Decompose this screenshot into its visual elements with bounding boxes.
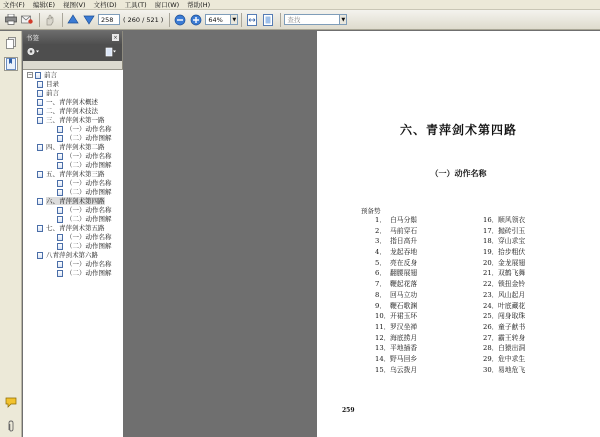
bookmark-label: 三、青萍剑术第一路 bbox=[46, 116, 105, 124]
movement-item bbox=[483, 247, 525, 258]
movement-number: 14． bbox=[375, 354, 391, 363]
bookmarks-panel-title: 书签 bbox=[26, 34, 39, 42]
bookmark-item[interactable] bbox=[23, 241, 123, 250]
movement-name: 叶底藏花 bbox=[498, 301, 526, 310]
bookmark-label: 目录 bbox=[46, 80, 59, 88]
bookmark-item[interactable] bbox=[23, 115, 123, 124]
movement-item bbox=[483, 290, 525, 301]
movement-number: 10． bbox=[375, 312, 391, 321]
bookmarks-panel-icon[interactable] bbox=[4, 57, 18, 71]
bookmark-label: 四、青萍剑术第二路 bbox=[46, 143, 105, 151]
bookmark-label: （一）动作名称 bbox=[66, 206, 112, 214]
movement-item bbox=[375, 215, 417, 226]
movement-name: 闯身取珠 bbox=[498, 312, 526, 321]
bookmark-item[interactable] bbox=[23, 250, 123, 259]
bookmark-label: （一）动作名称 bbox=[66, 260, 112, 268]
movement-number: 3． bbox=[375, 237, 387, 246]
movement-name: 翻腰展翅 bbox=[390, 269, 418, 278]
movement-item bbox=[375, 258, 417, 269]
movement-number: 19． bbox=[483, 248, 499, 257]
navigation-pane-strip bbox=[0, 31, 22, 437]
movement-number: 24． bbox=[483, 301, 499, 310]
bookmark-label: 前言 bbox=[44, 71, 57, 79]
movement-list-left bbox=[375, 215, 417, 375]
movement-item bbox=[375, 343, 417, 354]
movement-name: 霸王转身 bbox=[498, 333, 526, 342]
movement-name: 抛砖引玉 bbox=[498, 226, 526, 235]
movement-item bbox=[483, 279, 525, 290]
zoom-dropdown-icon[interactable]: ▼ bbox=[231, 14, 238, 25]
menu-window[interactable]: 窗口(W) bbox=[154, 1, 180, 9]
bookmarks-panel-header bbox=[23, 31, 122, 44]
bookmark-label: 二、青萍剑术技法 bbox=[46, 107, 98, 115]
bookmark-page-icon bbox=[35, 72, 41, 79]
bookmark-page-icon bbox=[57, 216, 63, 223]
movement-item bbox=[483, 226, 525, 237]
menu-edit[interactable]: 编辑(E) bbox=[32, 1, 55, 9]
movement-name: 白猿出洞 bbox=[498, 344, 526, 353]
movement-item bbox=[375, 333, 417, 344]
movement-number: 2． bbox=[375, 226, 387, 235]
movement-name: 鞭起花落 bbox=[390, 280, 418, 289]
movement-item bbox=[375, 322, 417, 333]
movement-item bbox=[375, 354, 417, 365]
bookmark-label: （一）动作名称 bbox=[66, 233, 112, 241]
bookmark-page-icon bbox=[37, 90, 43, 97]
bookmark-item[interactable] bbox=[23, 223, 123, 232]
movement-name: 风山起月 bbox=[498, 290, 526, 299]
movement-number: 26． bbox=[483, 322, 499, 331]
movement-item bbox=[375, 311, 417, 322]
movement-number: 13． bbox=[375, 344, 391, 353]
bookmark-page-icon bbox=[57, 234, 63, 241]
bookmark-label: （一）动作名称 bbox=[66, 125, 112, 133]
bookmark-item[interactable] bbox=[23, 70, 123, 79]
bookmark-label: （二）动作图解 bbox=[66, 242, 112, 250]
toolbar-separator bbox=[169, 13, 170, 27]
comments-icon[interactable] bbox=[4, 395, 18, 409]
bookmark-label: 前言 bbox=[46, 89, 59, 97]
movement-number: 20． bbox=[483, 258, 499, 267]
movement-item bbox=[483, 354, 525, 365]
bookmark-page-icon bbox=[57, 162, 63, 169]
movement-item bbox=[483, 365, 525, 376]
search-input[interactable]: 查找 bbox=[284, 14, 340, 25]
bookmark-item[interactable] bbox=[23, 178, 123, 187]
menu-tools[interactable]: 工具(T) bbox=[124, 1, 147, 9]
movement-item bbox=[483, 333, 525, 344]
bookmark-page-icon bbox=[37, 225, 43, 232]
bookmark-label: （一）动作名称 bbox=[66, 152, 112, 160]
bookmark-page-icon bbox=[57, 243, 63, 250]
bookmark-item[interactable] bbox=[23, 124, 123, 133]
movement-item bbox=[483, 311, 525, 322]
bookmark-page-icon bbox=[57, 207, 63, 214]
movement-number: 12． bbox=[375, 333, 391, 342]
page-number: 259 bbox=[342, 407, 355, 414]
movement-item bbox=[483, 236, 525, 247]
search-dropdown-icon[interactable]: ▼ bbox=[340, 14, 347, 25]
bookmark-page-icon bbox=[37, 171, 43, 178]
pages-panel-icon[interactable] bbox=[4, 36, 18, 50]
menu-file[interactable]: 文件(F) bbox=[3, 1, 25, 9]
page-subheading: （一）动作名称 bbox=[430, 168, 487, 178]
movement-name: 开裙玉环 bbox=[390, 312, 418, 321]
movement-name: 乌云拨月 bbox=[390, 365, 418, 374]
bookmark-item[interactable] bbox=[23, 196, 123, 205]
bookmark-item[interactable] bbox=[23, 79, 123, 88]
bookmark-page-icon bbox=[37, 198, 43, 205]
movement-name: 海底捞月 bbox=[390, 333, 418, 342]
bookmark-label: （二）动作图解 bbox=[66, 188, 112, 196]
menu-view[interactable]: 视图(V) bbox=[63, 1, 86, 9]
bookmark-label: 六、青萍剑术第四路 bbox=[46, 197, 105, 205]
movement-number: 9． bbox=[375, 301, 387, 310]
movement-number: 18． bbox=[483, 237, 499, 246]
bookmark-item[interactable] bbox=[23, 187, 123, 196]
zoom-in-icon[interactable] bbox=[189, 13, 203, 27]
toolbar bbox=[0, 10, 600, 30]
movement-number: 28． bbox=[483, 344, 499, 353]
options-icon[interactable] bbox=[27, 47, 41, 58]
movement-name: 鞭石歌渊 bbox=[390, 301, 418, 310]
bookmark-item[interactable] bbox=[23, 205, 123, 214]
bookmark-item[interactable] bbox=[23, 106, 123, 115]
page-number-input[interactable]: 258 bbox=[98, 14, 120, 25]
bookmark-label: 七、青萍剑术第五路 bbox=[46, 224, 105, 232]
bookmark-page-icon bbox=[57, 261, 63, 268]
movement-item bbox=[375, 365, 417, 376]
print-icon[interactable] bbox=[4, 13, 18, 27]
bookmark-page-icon bbox=[57, 270, 63, 277]
bookmark-item[interactable] bbox=[23, 214, 123, 223]
movement-number: 6． bbox=[375, 269, 387, 278]
movement-name: 平地插香 bbox=[390, 344, 418, 353]
movement-name: 顺风领衣 bbox=[498, 216, 526, 224]
movement-name: 危中求生 bbox=[498, 354, 526, 363]
bookmark-page-icon bbox=[57, 126, 63, 133]
movement-number: 25． bbox=[483, 312, 499, 321]
movement-item bbox=[375, 247, 417, 258]
document-viewport bbox=[124, 31, 600, 437]
movement-item bbox=[375, 236, 417, 247]
fit-width-icon[interactable] bbox=[245, 13, 259, 27]
movement-name: 金龙展翅 bbox=[498, 258, 526, 267]
movement-number: 29． bbox=[483, 354, 499, 363]
movement-item bbox=[483, 343, 525, 354]
menu-help[interactable]: 帮助(H) bbox=[187, 1, 211, 9]
movement-number: 1． bbox=[375, 216, 387, 224]
movement-item bbox=[375, 301, 417, 312]
movement-name: 亮在反身 bbox=[390, 258, 418, 267]
previous-page-icon[interactable] bbox=[66, 13, 80, 27]
movement-number: 30． bbox=[483, 365, 499, 374]
next-page-icon[interactable] bbox=[82, 13, 96, 27]
movement-item bbox=[483, 268, 525, 279]
movement-name: 双鹤飞舞 bbox=[498, 269, 526, 278]
bookmark-label: 五、青萍剑术第三路 bbox=[46, 170, 105, 178]
bookmark-item[interactable] bbox=[23, 151, 123, 160]
zoom-input[interactable]: 64% bbox=[205, 14, 231, 25]
bookmark-page-icon bbox=[37, 144, 43, 151]
movement-name: 罗汉坐禅 bbox=[390, 322, 418, 331]
bookmark-page-icon bbox=[37, 252, 43, 259]
movement-number: 15． bbox=[375, 365, 391, 374]
movement-item bbox=[375, 268, 417, 279]
attachments-icon[interactable] bbox=[4, 419, 18, 433]
movement-name: 锁扭金铃 bbox=[498, 280, 526, 289]
movement-name: 穿山求宝 bbox=[498, 237, 526, 246]
page-heading: 六、青萍剑术第四路 bbox=[399, 123, 517, 137]
bookmark-item[interactable] bbox=[23, 259, 123, 268]
bookmark-item[interactable] bbox=[23, 169, 123, 178]
menu-bar bbox=[0, 0, 600, 10]
movement-name: 拾步粗伏 bbox=[498, 248, 526, 257]
bookmark-page-icon bbox=[37, 117, 43, 124]
bookmark-page-icon bbox=[57, 135, 63, 142]
movement-list-right bbox=[483, 215, 525, 375]
movement-number: 4． bbox=[375, 248, 387, 257]
bookmark-item[interactable] bbox=[23, 232, 123, 241]
movement-item bbox=[375, 226, 417, 237]
bookmark-label: （二）动作图解 bbox=[66, 134, 112, 142]
bookmark-item[interactable] bbox=[23, 97, 123, 106]
bookmark-label: （二）动作图解 bbox=[66, 269, 112, 277]
bookmarks-toolbar bbox=[23, 44, 122, 61]
movement-number: 16． bbox=[483, 216, 499, 224]
bookmark-label: （一）动作名称 bbox=[66, 179, 112, 187]
movement-name: 白马分鬃 bbox=[390, 216, 418, 224]
bookmark-label: 八青萍剑术第六路 bbox=[46, 251, 98, 259]
movement-number: 7． bbox=[375, 280, 387, 289]
movement-number: 5． bbox=[375, 258, 387, 267]
fit-page-icon[interactable] bbox=[261, 13, 275, 27]
movement-name: 童子献书 bbox=[498, 322, 526, 331]
bookmark-item[interactable] bbox=[23, 142, 123, 151]
movement-item bbox=[483, 215, 525, 226]
preparation-line: 预备势 bbox=[361, 207, 381, 215]
bookmark-item[interactable] bbox=[23, 160, 123, 169]
bookmarks-panel bbox=[23, 31, 123, 437]
movement-number: 21． bbox=[483, 269, 499, 278]
bookmark-page-icon bbox=[37, 99, 43, 106]
bookmark-page-icon bbox=[57, 153, 63, 160]
toolbar-separator bbox=[241, 13, 242, 27]
bookmark-page-icon bbox=[37, 81, 43, 88]
page-count-label: ( 260 / 521 ) bbox=[123, 15, 164, 24]
bookmark-item[interactable] bbox=[23, 133, 123, 142]
bookmark-label: （二）动作图解 bbox=[66, 161, 112, 169]
zoom-out-icon[interactable] bbox=[173, 13, 187, 27]
movement-number: 27． bbox=[483, 333, 499, 342]
email-icon[interactable] bbox=[20, 13, 34, 27]
movement-item bbox=[483, 258, 525, 269]
menu-document[interactable]: 文档(D) bbox=[93, 1, 117, 9]
movement-number: 22． bbox=[483, 280, 499, 289]
movement-number: 23． bbox=[483, 290, 499, 299]
bookmark-item[interactable] bbox=[23, 88, 123, 97]
movement-item bbox=[375, 290, 417, 301]
movement-item bbox=[483, 301, 525, 312]
movement-item bbox=[483, 322, 525, 333]
close-icon[interactable]: × bbox=[113, 34, 118, 41]
bookmark-item[interactable] bbox=[23, 268, 123, 277]
movement-number: 11． bbox=[375, 322, 391, 331]
document-page bbox=[317, 31, 600, 437]
toolbar-separator bbox=[280, 13, 281, 27]
movement-name: 指日高升 bbox=[390, 237, 418, 246]
movement-number: 8． bbox=[375, 290, 387, 299]
toolbar-separator bbox=[62, 13, 63, 27]
movement-name: 马前穿石 bbox=[390, 226, 418, 235]
collapse-icon[interactable]: − bbox=[28, 72, 33, 78]
movement-number: 17． bbox=[483, 226, 499, 235]
movement-name: 易地危飞 bbox=[498, 365, 526, 374]
bookmark-label: 一、青萍剑术概述 bbox=[46, 98, 98, 106]
movement-name: 龙起吞地 bbox=[390, 248, 418, 257]
new-bookmark-icon[interactable] bbox=[104, 47, 118, 59]
bookmarks-tree bbox=[23, 69, 123, 437]
toolbar-separator bbox=[39, 13, 40, 27]
movement-name: 回马立功 bbox=[390, 290, 418, 299]
bookmark-label: （二）动作图解 bbox=[66, 215, 112, 223]
movement-name: 野马回乡 bbox=[390, 354, 418, 363]
movement-item bbox=[375, 279, 417, 290]
hand-tool-icon[interactable] bbox=[43, 13, 57, 27]
bookmark-page-icon bbox=[57, 189, 63, 196]
bookmark-page-icon bbox=[37, 108, 43, 115]
bookmark-page-icon bbox=[57, 180, 63, 187]
